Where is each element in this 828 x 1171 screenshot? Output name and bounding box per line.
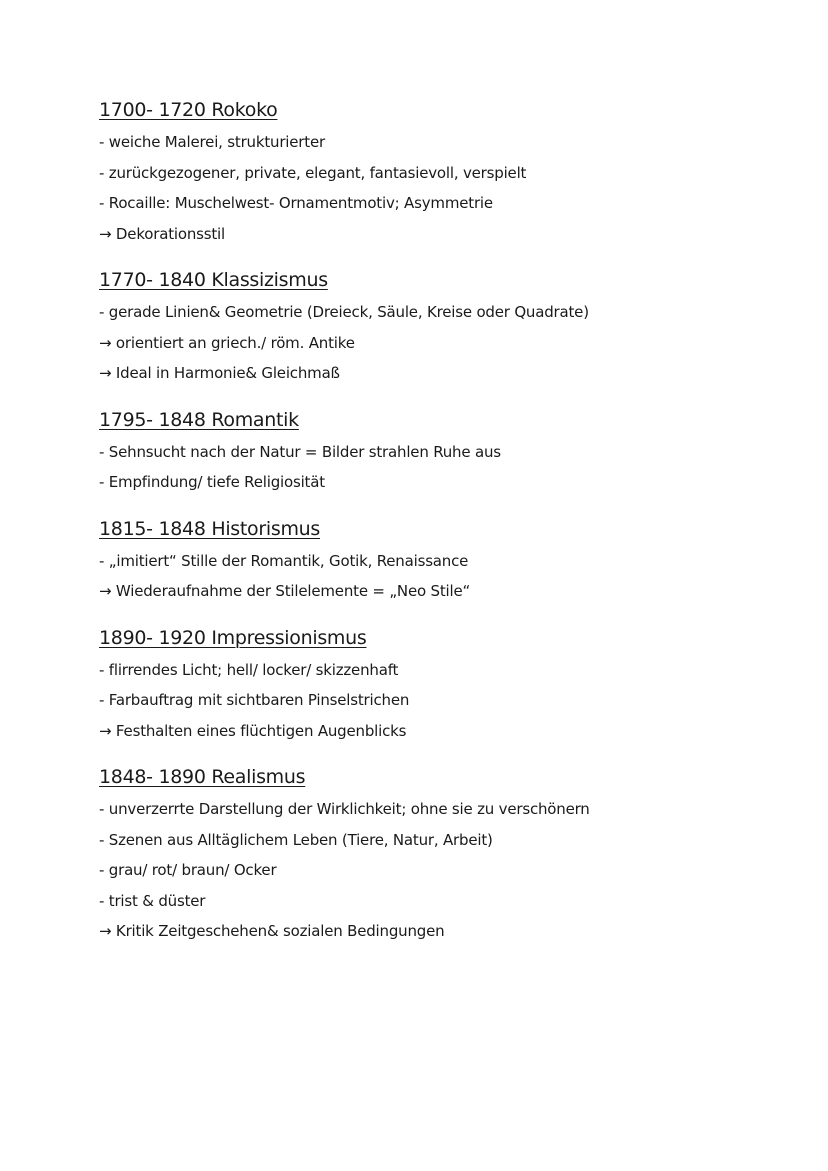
document-page bbox=[99, 97, 779, 947]
section-line: → Kritik Zeitgeschehen& sozialen Bedingungen bbox=[99, 922, 445, 940]
section-line: - zurückgezogener, private, elegant, fantasievoll, verspielt bbox=[99, 163, 527, 182]
section-line: → Dekorationsstil bbox=[99, 224, 225, 243]
section-historismus bbox=[99, 516, 779, 607]
section-line: - weiche Malerei, strukturierter bbox=[99, 133, 325, 151]
section-line: - Sehnsucht nach der Natur = Bilder strahlen Ruhe aus bbox=[99, 442, 501, 461]
section-line: - unverzerrte Darstellung der Wirklichkeit; ohne sie zu verschönern bbox=[99, 800, 590, 818]
section-line: - flirrendes Licht; hell/ locker/ skizzenhaft bbox=[99, 660, 399, 679]
section-line: → Ideal in Harmonie& Gleichmaß bbox=[99, 364, 340, 382]
section-line: - Rocaille: Muschelwest- Ornamentmotiv; Asymmetrie bbox=[99, 194, 493, 212]
section-heading: 1700- 1720 Rokoko bbox=[99, 99, 278, 121]
section-heading: 1795- 1848 Romantik bbox=[99, 408, 299, 431]
section-line: - grau/ rot/ braun/ Ocker bbox=[99, 861, 277, 879]
section-rokoko bbox=[99, 97, 779, 249]
section-heading: 1815- 1848 Historismus bbox=[99, 517, 321, 540]
section-line: → Festhalten eines flüchtigen Augenblicks bbox=[99, 721, 407, 740]
section-heading: 1848- 1890 Realismus bbox=[99, 766, 306, 788]
section-romantik bbox=[99, 407, 779, 498]
section-heading: 1890- 1920 Impressionismus bbox=[99, 626, 367, 649]
section-line: - „imitiert“ Stille der Romantik, Gotik, Renaissance bbox=[99, 551, 469, 570]
section-line: - Empfindung/ tiefe Religiosität bbox=[99, 473, 325, 491]
section-realismus bbox=[99, 764, 779, 947]
section-line: - Farbauftrag mit sichtbaren Pinselstrichen bbox=[99, 691, 410, 709]
section-line: - trist & düster bbox=[99, 891, 206, 910]
section-heading: 1770- 1840 Klassizismus bbox=[99, 269, 328, 291]
section-line: → orientiert an griech./ röm. Antike bbox=[99, 333, 355, 352]
section-impressionismus bbox=[99, 625, 779, 747]
section-line: - gerade Linien& Geometrie (Dreieck, Säule, Kreise oder Quadrate) bbox=[99, 303, 589, 321]
section-line: - Szenen aus Alltäglichem Leben (Tiere, Natur, Arbeit) bbox=[99, 830, 493, 849]
section-klassizismus bbox=[99, 267, 779, 389]
section-line: → Wiederaufnahme der Stilelemente = „Neo Stile“ bbox=[99, 582, 471, 600]
